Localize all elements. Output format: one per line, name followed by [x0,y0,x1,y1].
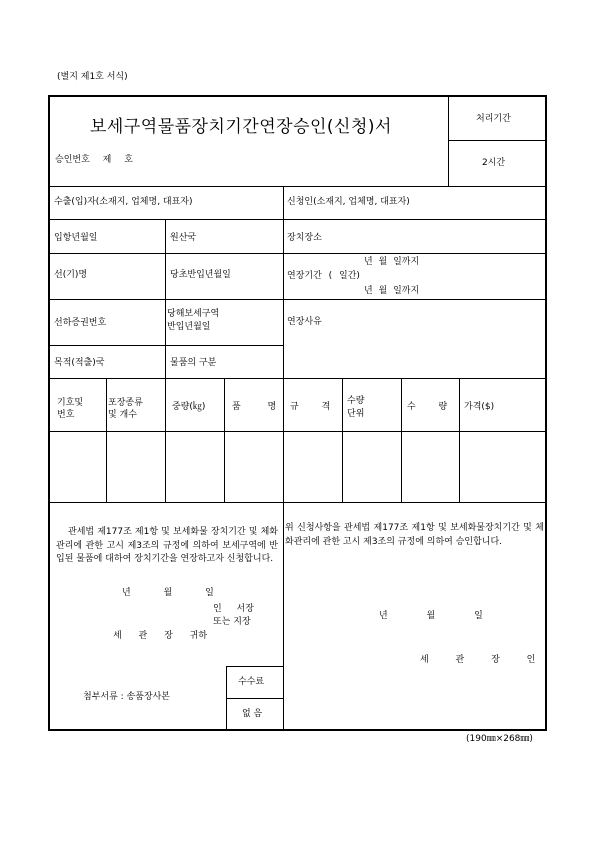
table-header-unit: 수량 단위 [347,396,365,419]
table-header-weight: 중량(㎏) [172,402,206,412]
divider [50,219,545,220]
fee-value: 없 음 [242,709,263,719]
bonded-entry-date-label: 당해보세구역 반입년월일 [167,309,220,332]
storage-place-label: 장치장소 [287,233,322,243]
divider [401,378,402,502]
processing-period-label: 처리기간 [476,114,511,124]
vessel-label: 선(기)명 [54,270,88,280]
table-header-package: 포장종류 및 개수 [108,398,143,420]
extension-to: 년 월 일까지 [364,286,420,296]
table-header-mark: 기호및 번호 [57,398,84,420]
extension-period-label: 연장기간 ( 일간) [287,271,360,281]
approval-signer: 세 관 장 인 [420,655,536,665]
extension-reason-label: 연장사유 [287,317,322,327]
page-title: 보세구역물품장치기간연장승인(신청)서 [90,117,392,137]
fee-label: 수수료 [238,677,265,687]
divider [283,378,284,502]
form-label: (별지 제1호 서식) [57,72,128,82]
entry-date-label: 입항년월일 [54,233,98,243]
divider [283,186,284,378]
exporter-label: 수출(입)자(소재지, 업체명, 대표자) [54,197,193,207]
approval-number-label: 승인번호 제 호 [55,155,133,165]
attachment-label: 첨부서류 : 송품장사본 [83,692,171,702]
divider [226,666,283,667]
bl-number-label: 선하증권번호 [54,318,107,328]
extension-from: 년 월 일까지 [364,257,420,267]
divider [224,378,225,502]
declaration-sign-2: 또는 지장 [213,617,251,627]
divider [50,378,545,379]
processing-period-value: 2시간 [482,158,506,168]
divider [226,698,283,699]
approval-text: 위 신청사항을 관세법 제177조 제1항 및 보세화물장치기간 및 체화관리에 관한 고시 제3조의 규정에 의하여 승인합니다. [285,523,544,547]
origin-label: 원산국 [170,233,197,243]
declaration-text: 관세법 제177조 제1항 및 보세화물 장치기간 및 체화관리에 관한 고시 제3조의 규정에 의하여 보세구역에 반입된 물품에 대하여 장치기간을 연장하고자 신청합니다. [56,527,278,564]
divider [448,140,545,141]
divider [50,253,545,254]
applicant-label: 신청인(소재지, 업체명, 대표자) [287,197,410,207]
divider [106,378,107,502]
table-header-spec: 규 격 [290,402,331,412]
divider [165,378,166,502]
divider [448,97,449,186]
initial-entry-date-label: 당초반입년월일 [170,270,231,280]
divider [50,502,545,503]
divider [283,502,284,729]
declaration-date: 년 월 일 [122,588,214,598]
divider [342,378,343,502]
declaration-addressee: 세 관 장 귀하 [113,631,208,641]
declaration-sign-1: 인 서장 [213,604,254,614]
table-header-price: 가격($) [464,402,495,412]
approval-date: 년 월 일 [379,611,483,621]
divider [50,299,545,300]
size-note: (190㎜×268㎜) [466,734,533,744]
divider [50,345,283,346]
divider [459,378,460,502]
goods-class-label: 물품의 구분 [170,358,217,368]
table-header-item: 품 명 [232,402,277,412]
divider [50,186,545,187]
divider [50,431,545,432]
table-header-quantity: 수 량 [407,402,448,412]
destination-label: 목적(적출)국 [54,358,105,368]
